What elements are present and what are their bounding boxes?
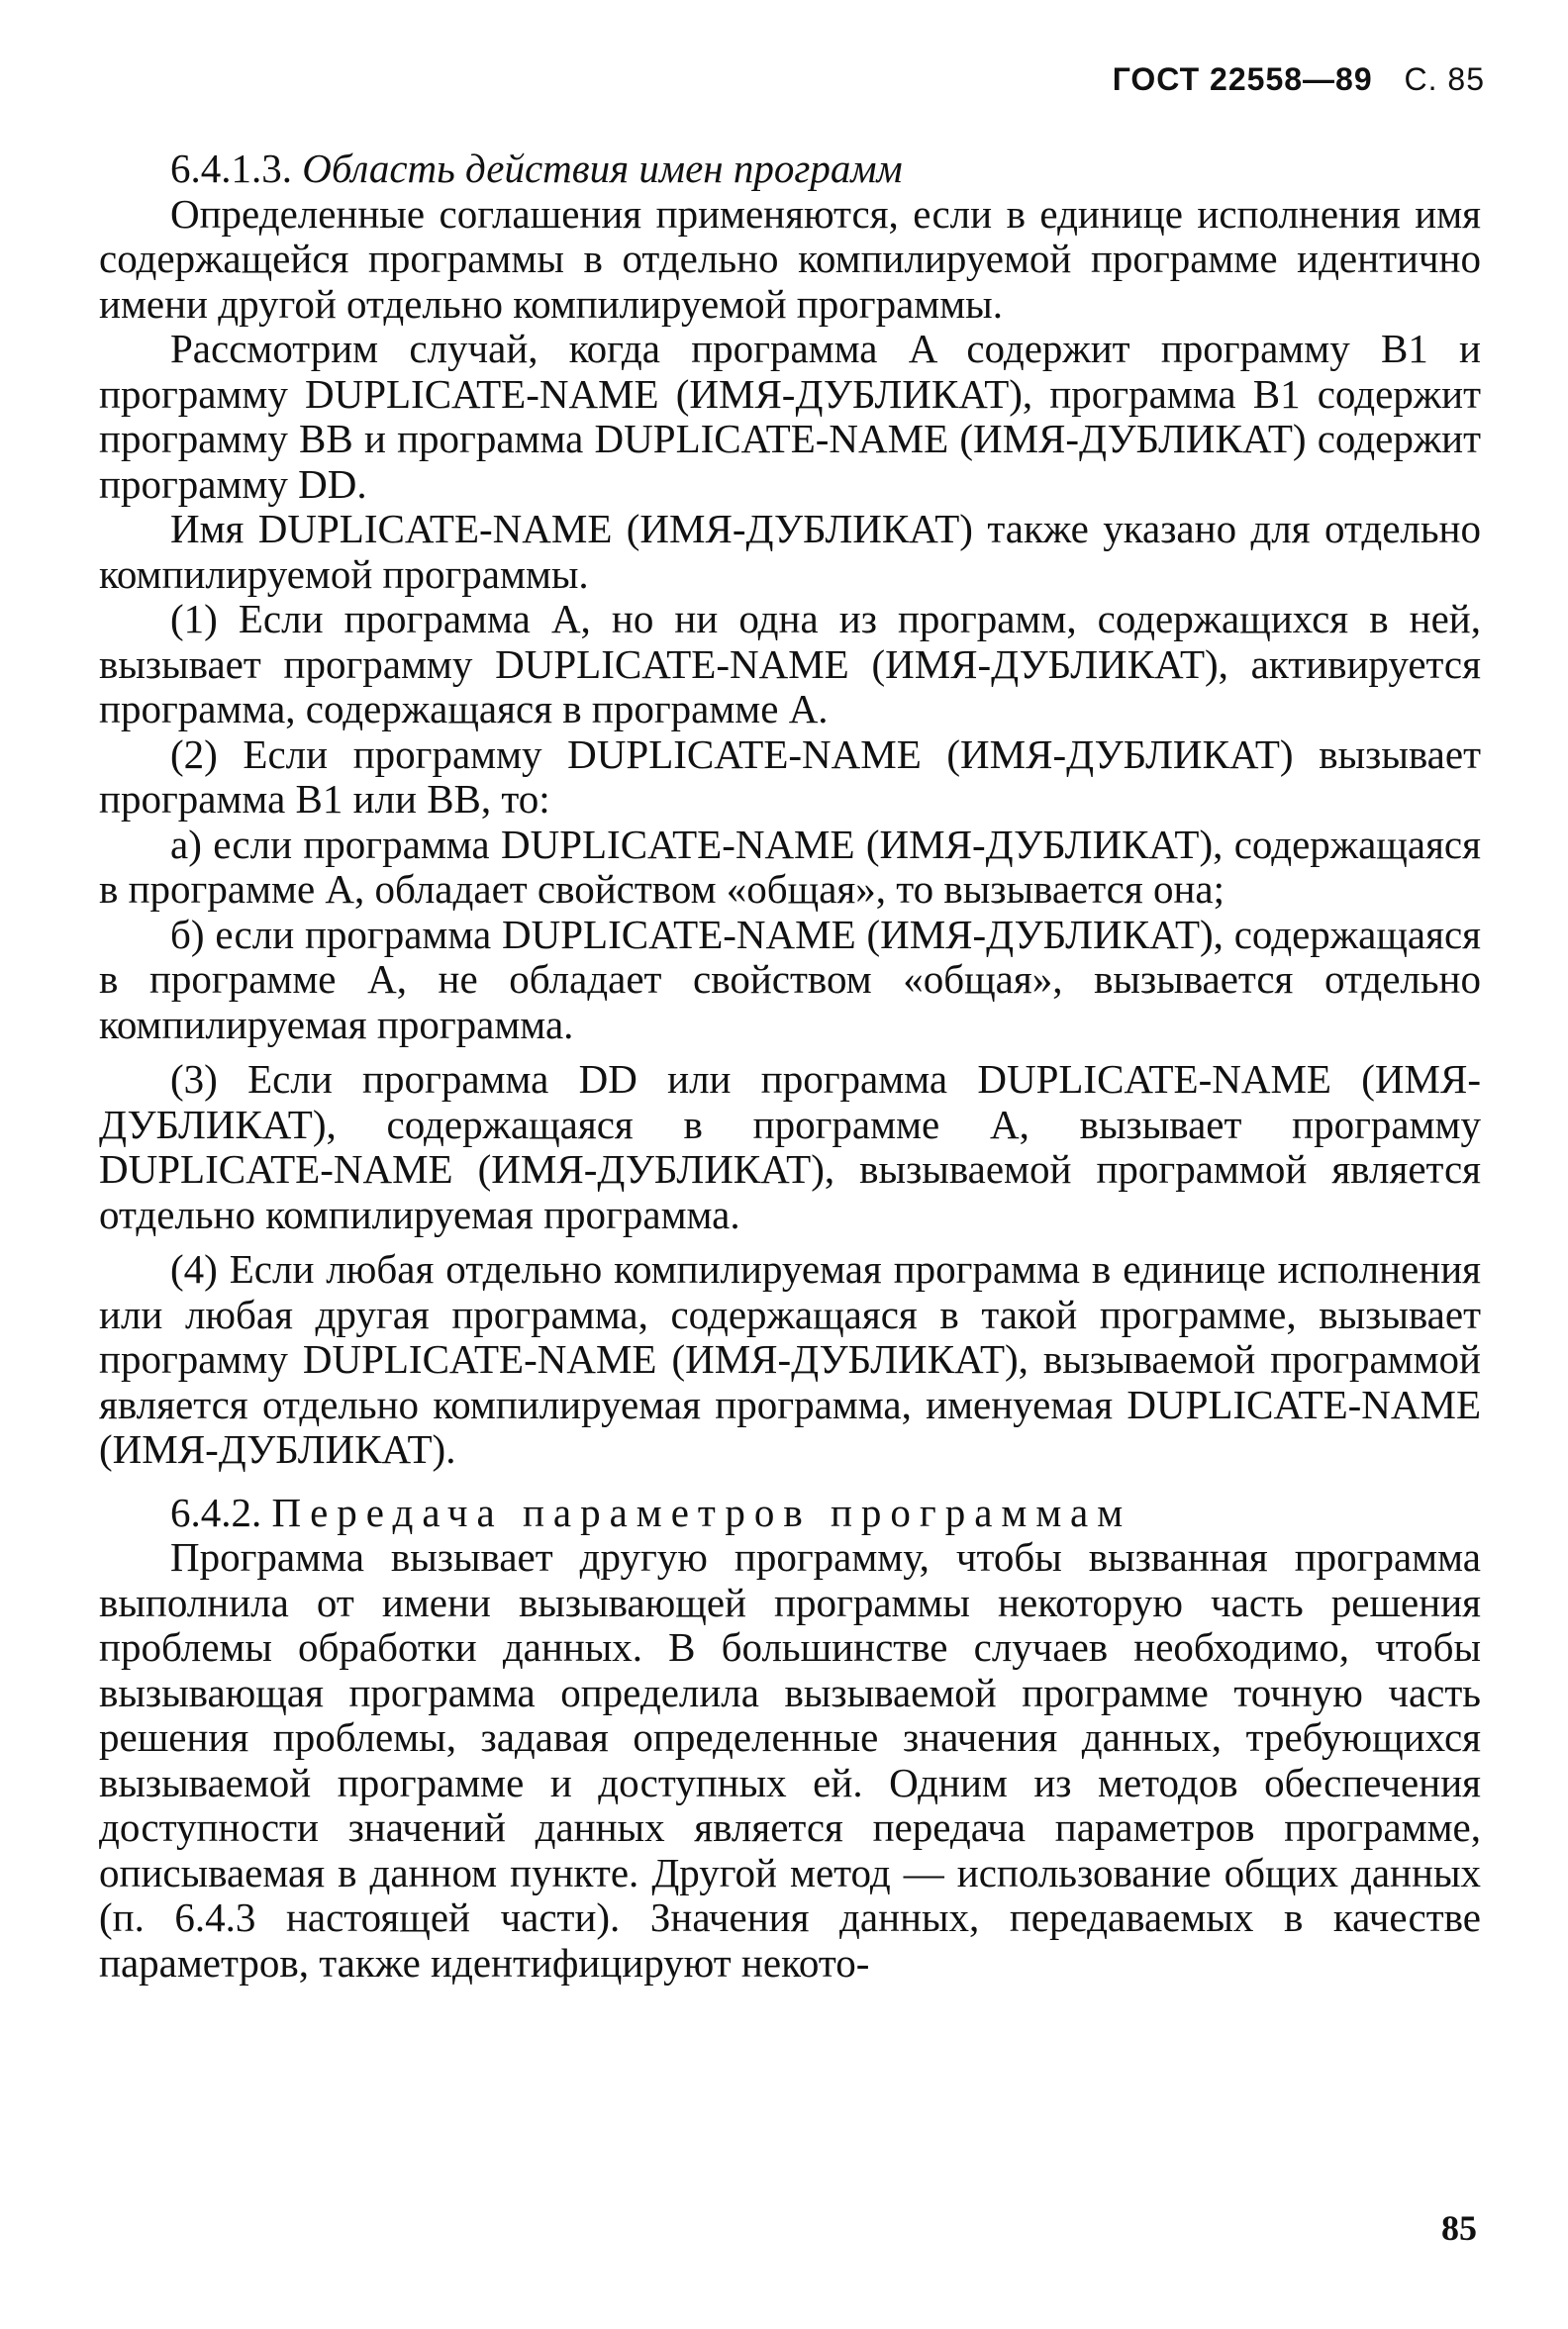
standard-designation: ГОСТ 22558—89: [1112, 61, 1373, 97]
section-heading-6413: [99, 146, 1481, 192]
list-item: (1) Если программа A, но ни одна из программ, содержащихся в ней, вызывает программу DUPLICATE-NAME (ИМЯ-ДУБЛИКАТ), активируется программа, содержащаяся в программе A.: [99, 596, 1481, 731]
list-item: (2) Если программу DUPLICATE-NAME (ИМЯ-ДУБЛИКАТ) вызывает программа B1 или BB, то:: [99, 730, 1481, 822]
paragraph: Рассмотрим случай, когда программа A содержит программу B1 и программу DUPLICATE-NAME (ИМЯ-ДУБЛИКАТ), программа B1 содержит программу BB и программа DUPLICATE-NAME (ИМЯ-ДУБЛИКАТ) содержит программу DD.: [99, 326, 1481, 507]
page-header: [1113, 61, 1485, 98]
paragraph: Определенные соглашения применяются, если в единице исполнения имя содержащейся программы в отдельно компилируемой программе идентично имени другой отдельно компилируемой программы.: [99, 190, 1481, 327]
section-title: Область действия имен программ: [302, 146, 903, 191]
sub-list-item: а) если программа DUPLICATE-NAME (ИМЯ-ДУБЛИКАТ), содержащаяся в программе A, обладает свойством «общая», то вызывается она;: [99, 821, 1481, 912]
section-title: Передача параметров программам: [271, 1489, 1132, 1535]
sub-list-item: б) если программа DUPLICATE-NAME (ИМЯ-ДУБЛИКАТ), содержащаяся в программе A, не обладает свойством «общая», вызывается отдельно компилируемая программа.: [99, 911, 1481, 1047]
header-page-number: С. 85: [1404, 61, 1485, 97]
list-item: (4) Если любая отдельно компилируемая программа в единице исполнения или любая другая программа, содержащаяся в такой программе, вызывает программу DUPLICATE-NAME (ИМЯ-ДУБЛИКАТ), вызываемой программой является отдельно компилируемая программа, именуемая DUPLICATE-NAME (ИМЯ-ДУБЛИКАТ).: [99, 1246, 1481, 1472]
paragraph: Имя DUPLICATE-NAME (ИМЯ-ДУБЛИКАТ) также указано для отдельно компилируемой программы.: [99, 506, 1481, 597]
section-number: 6.4.2.: [170, 1489, 262, 1535]
body-text: [99, 146, 1481, 1986]
paragraph: Программа вызывает другую программу, чтобы вызванная программа выполнила от имени вызывающей программы некоторую часть решения проблемы обработки данных. В большинстве случаев необходимо, чтобы вызывающая программа определила вызываемой программе точную часть решения проблемы, задавая определенные значения данных, требующихся вызываемой программе и доступных ей. Одним из методов обеспечения доступности значений данных является передача параметров программе, описываемая в данном пункте. Другой метод — использование общих данных (п. 6.4.3 настоящей части). Значения данных, передаваемых в качестве параметров, также идентифицируют некото-: [99, 1534, 1481, 1986]
footer-page-number: 85: [1441, 2208, 1477, 2248]
section-number: 6.4.1.3.: [170, 146, 292, 191]
list-item: (3) Если программа DD или программа DUPLICATE-NAME (ИМЯ-ДУБЛИКАТ), содержащаяся в программе A, вызывает программу DUPLICATE-NAME (ИМЯ-ДУБЛИКАТ), вызываемой программой является отдельно компилируемая программа.: [99, 1056, 1481, 1237]
section-heading-642: [99, 1491, 1481, 1536]
